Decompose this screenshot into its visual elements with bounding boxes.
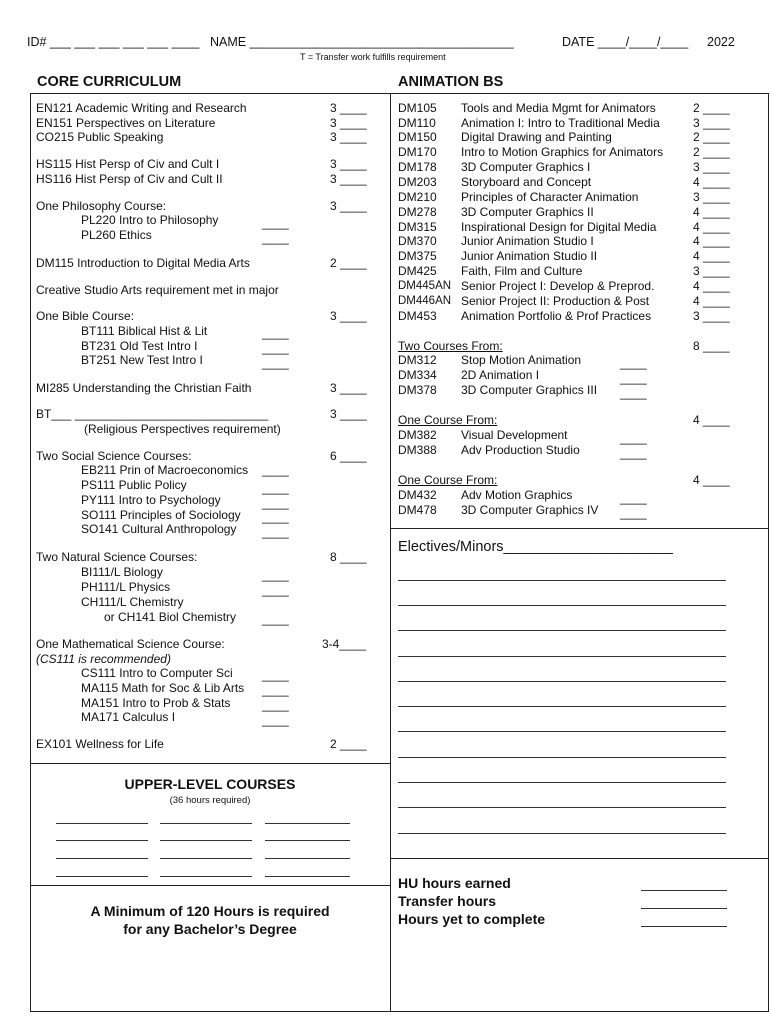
hours-blank[interactable]: 3 ____ xyxy=(330,381,367,395)
choice-blank[interactable]: ____ xyxy=(262,510,289,524)
hours-blank[interactable]: 3 ____ xyxy=(693,160,730,174)
minimum-hours-line2: for any Bachelor’s Degree xyxy=(123,921,297,937)
list-item: MA171 Calculus I xyxy=(81,710,176,724)
date-field-label: DATE ____/____/____ xyxy=(562,35,689,49)
hours-blank[interactable]: 4 ____ xyxy=(693,175,730,189)
list-item: HS115 Hist Persp of Civ and Cult I xyxy=(36,157,220,171)
hours-blank[interactable]: 4 ____ xyxy=(693,234,730,248)
list-item: BT251 New Test Intro I xyxy=(81,353,203,367)
course-name: Faith, Film and Culture xyxy=(461,264,583,278)
course-name: Intro to Motion Graphics for Animators xyxy=(461,145,664,159)
transfer-hours-field[interactable] xyxy=(641,908,727,909)
hours-blank[interactable]: 4 ____ xyxy=(693,294,730,308)
animation-bs-title: ANIMATION BS xyxy=(398,74,504,90)
hu-hours-earned-label: HU hours earned xyxy=(398,875,511,891)
course-code: DM388 xyxy=(398,443,437,457)
blank-line[interactable] xyxy=(398,782,726,783)
list-item: CS111 Intro to Computer Sci xyxy=(81,666,233,680)
course-code: DM445AN xyxy=(398,280,452,292)
electives-bottom-divider xyxy=(390,858,769,859)
course-name: 2D Animation I xyxy=(461,368,540,382)
hours-blank[interactable]: 2 ____ xyxy=(693,145,730,159)
course-code: DM382 xyxy=(398,428,437,442)
course-name: 3D Computer Graphics III xyxy=(461,383,598,397)
course-name: 3D Computer Graphics I xyxy=(461,160,591,174)
hu-hours-earned-field[interactable] xyxy=(641,890,727,891)
choice-blank[interactable]: ____ xyxy=(262,496,289,510)
hours-blank[interactable]: 3 ____ xyxy=(330,309,367,323)
core-bottom-divider xyxy=(30,763,390,764)
list-item: One Mathematical Science Course: xyxy=(36,637,225,651)
course-name: Visual Development xyxy=(461,428,568,442)
blank-line[interactable] xyxy=(56,840,148,841)
hours-blank[interactable]: 4 ____ xyxy=(693,220,730,234)
center-divider xyxy=(390,93,391,1012)
choice-blank[interactable]: ____ xyxy=(620,371,647,385)
list-item: BT___ _____________________________ xyxy=(36,407,269,421)
course-code: DM178 xyxy=(398,160,437,174)
choice-blank[interactable]: ____ xyxy=(262,713,289,727)
list-item: MI285 Understanding the Christian Faith xyxy=(36,381,252,395)
choice-blank[interactable]: ____ xyxy=(620,386,647,400)
list-item: BI111/L Biology xyxy=(81,565,163,579)
hours-blank[interactable]: 6 ____ xyxy=(330,449,367,463)
hours-blank[interactable]: 3 ____ xyxy=(330,116,367,130)
blank-line[interactable] xyxy=(56,858,148,859)
blank-line[interactable] xyxy=(160,823,252,824)
choice-blank[interactable]: ____ xyxy=(620,356,647,370)
group-heading: Two Courses From: xyxy=(398,339,503,353)
choice-blank[interactable]: ____ xyxy=(262,668,289,682)
course-name: 3D Computer Graphics II xyxy=(461,205,594,219)
course-code: DM453 xyxy=(398,309,437,323)
id-field-label: ID# ___ ___ ___ ___ ___ ____ xyxy=(27,35,200,49)
minimum-hours-line1: A Minimum of 120 Hours is required xyxy=(90,903,330,919)
course-name: Junior Animation Studio I xyxy=(461,234,594,248)
blank-line[interactable] xyxy=(398,656,726,657)
course-name: Stop Motion Animation xyxy=(461,353,582,367)
list-item: BT231 Old Test Intro I xyxy=(81,339,198,353)
blank-line[interactable] xyxy=(398,706,726,707)
choice-blank[interactable]: ____ xyxy=(262,583,289,597)
upper-level-title: UPPER-LEVEL COURSES xyxy=(124,776,296,792)
course-code: DM210 xyxy=(398,190,437,204)
choice-blank[interactable]: ____ xyxy=(620,491,647,505)
hours-yet-to-complete-field[interactable] xyxy=(641,926,727,927)
hours-yet-to-complete-label: Hours yet to complete xyxy=(398,911,546,927)
choice-blank[interactable]: ____ xyxy=(620,506,647,520)
course-name: Inspirational Design for Digital Media xyxy=(461,220,657,234)
course-code: DM370 xyxy=(398,234,437,248)
hours-blank[interactable]: 3-4____ xyxy=(322,637,367,651)
course-code: DM278 xyxy=(398,205,437,219)
course-code: DM432 xyxy=(398,488,437,502)
course-name: Animation Portfolio & Prof Practices xyxy=(461,309,652,323)
list-item: PH111/L Physics xyxy=(81,580,171,594)
hours-blank[interactable]: 3 ____ xyxy=(330,101,367,115)
list-item: or CH141 Biol Chemistry xyxy=(104,610,237,624)
list-item: MA151 Intro to Prob & Stats xyxy=(81,696,231,710)
course-name: Tools and Media Mgmt for Animators xyxy=(461,101,656,115)
hours-blank[interactable]: 3 ____ xyxy=(330,130,367,144)
group-heading: One Course From: xyxy=(398,473,498,487)
list-item: CH111/L Chemistry xyxy=(81,595,184,609)
list-item: SO111 Principles of Sociology xyxy=(81,508,241,522)
list-item: (CS111 is recommended) xyxy=(36,652,171,666)
course-code: DM105 xyxy=(398,101,437,115)
choice-blank[interactable]: ____ xyxy=(262,216,289,230)
hours-blank[interactable]: 3 ____ xyxy=(330,172,367,186)
list-item: Two Natural Science Courses: xyxy=(36,550,198,564)
course-code: DM446AN xyxy=(398,295,452,307)
blank-line[interactable] xyxy=(56,876,148,877)
list-item: MA115 Math for Soc & Lib Arts xyxy=(81,681,245,695)
blank-line[interactable] xyxy=(398,807,726,808)
choice-blank[interactable]: ____ xyxy=(262,463,289,477)
choice-blank[interactable]: ____ xyxy=(262,568,289,582)
choice-blank[interactable]: ____ xyxy=(620,446,647,460)
blank-line[interactable] xyxy=(398,580,726,581)
choice-blank[interactable]: ____ xyxy=(620,431,647,445)
hours-blank[interactable]: 3 ____ xyxy=(330,407,367,421)
list-item: DM115 Introduction to Digital Media Arts xyxy=(36,256,250,270)
list-item: PY111 Intro to Psychology xyxy=(81,493,221,507)
list-item: BT111 Biblical Hist & Lit xyxy=(81,324,208,338)
course-code: DM378 xyxy=(398,383,437,397)
course-code: DM334 xyxy=(398,368,437,382)
transfer-hours-label: Transfer hours xyxy=(398,893,497,909)
core-curriculum-title: CORE CURRICULUM xyxy=(37,74,182,90)
hours-blank[interactable]: 4 ____ xyxy=(693,413,730,427)
hours-blank[interactable]: 3 ____ xyxy=(693,116,730,130)
blank-line[interactable] xyxy=(160,858,252,859)
hours-blank[interactable]: 3 ____ xyxy=(693,309,730,323)
blank-line[interactable] xyxy=(265,858,350,859)
hours-blank[interactable]: 3 ____ xyxy=(693,264,730,278)
upper-bottom-divider xyxy=(30,885,390,886)
course-code: DM150 xyxy=(398,130,437,144)
electives-minors-title: Electives/Minors_____________________ xyxy=(398,539,673,555)
major-bottom-divider xyxy=(390,528,769,529)
hours-blank[interactable]: 2 ____ xyxy=(330,256,367,270)
choice-blank[interactable]: ____ xyxy=(262,326,289,340)
course-name: Senior Project II: Production & Post xyxy=(461,294,650,308)
blank-line[interactable] xyxy=(160,876,252,877)
blank-line[interactable] xyxy=(398,731,726,732)
course-code: DM375 xyxy=(398,249,437,263)
choice-blank[interactable]: ____ xyxy=(262,341,289,355)
blank-line[interactable] xyxy=(398,757,726,758)
list-item: PL220 Intro to Philosophy xyxy=(81,213,219,227)
blank-line[interactable] xyxy=(160,840,252,841)
course-name: 3D Computer Graphics IV xyxy=(461,503,599,517)
choice-blank[interactable]: ____ xyxy=(262,698,289,712)
hours-blank[interactable]: 8 ____ xyxy=(330,550,367,564)
list-item: HS116 Hist Persp of Civ and Cult II xyxy=(36,172,223,186)
group-heading: One Course From: xyxy=(398,413,498,427)
choice-blank[interactable]: ____ xyxy=(262,231,289,245)
choice-blank[interactable]: ____ xyxy=(262,525,289,539)
list-item: PL260 Ethics xyxy=(81,228,152,242)
course-name: Junior Animation Studio II xyxy=(461,249,598,263)
choice-blank[interactable]: ____ xyxy=(262,612,289,626)
list-item: (Religious Perspectives requirement) xyxy=(84,422,281,436)
list-item: SO141 Cultural Anthropology xyxy=(81,522,237,536)
list-item: EX101 Wellness for Life xyxy=(36,737,164,751)
name-field-label: NAME ______________________________________ xyxy=(210,35,514,49)
list-item: Two Social Science Courses: xyxy=(36,449,192,463)
course-code: DM203 xyxy=(398,175,437,189)
blank-line[interactable] xyxy=(56,823,148,824)
hours-blank[interactable]: 8 ____ xyxy=(693,339,730,353)
course-name: Animation I: Intro to Traditional Media xyxy=(461,116,660,130)
hours-blank[interactable]: 3 ____ xyxy=(330,199,367,213)
course-code: DM478 xyxy=(398,503,437,517)
blank-line[interactable] xyxy=(398,605,726,606)
course-code: DM110 xyxy=(398,116,436,130)
hours-blank[interactable]: 4 ____ xyxy=(693,249,730,263)
list-item: One Bible Course: xyxy=(36,309,135,323)
choice-blank[interactable]: ____ xyxy=(262,481,289,495)
list-item: Creative Studio Arts requirement met in major xyxy=(36,283,279,297)
course-code: DM315 xyxy=(398,220,437,234)
upper-level-subtitle: (36 hours required) xyxy=(169,795,251,806)
choice-blank[interactable]: ____ xyxy=(262,356,289,370)
list-item: EN151 Perspectives on Literature xyxy=(36,116,216,130)
list-item: PS111 Public Policy xyxy=(81,478,187,492)
course-name: Principles of Character Animation xyxy=(461,190,639,204)
hours-blank[interactable]: 3 ____ xyxy=(330,157,367,171)
blank-line[interactable] xyxy=(398,833,726,834)
list-item: CO215 Public Speaking xyxy=(36,130,164,144)
list-item: EB211 Prin of Macroeconomics xyxy=(81,463,249,477)
course-code: DM170 xyxy=(398,145,437,159)
blank-line[interactable] xyxy=(398,681,726,682)
blank-line[interactable] xyxy=(265,823,350,824)
course-name: Digital Drawing and Painting xyxy=(461,130,612,144)
course-code: DM312 xyxy=(398,353,437,367)
blank-line[interactable] xyxy=(398,630,726,631)
choice-blank[interactable]: ____ xyxy=(262,683,289,697)
transfer-note: T = Transfer work fulfills requirement xyxy=(300,52,446,62)
hours-blank[interactable]: 4 ____ xyxy=(693,279,730,293)
hours-blank[interactable]: 2 ____ xyxy=(330,737,367,751)
hours-blank[interactable]: 2 ____ xyxy=(693,101,730,115)
year-label: 2022 xyxy=(707,35,735,49)
course-name: Adv Production Studio xyxy=(461,443,580,457)
list-item: One Philosophy Course: xyxy=(36,199,167,213)
blank-line[interactable] xyxy=(265,840,350,841)
hours-blank[interactable]: 4 ____ xyxy=(693,473,730,487)
course-name: Senior Project I: Develop & Preprod. xyxy=(461,279,655,293)
hours-blank[interactable]: 2 ____ xyxy=(693,130,730,144)
hours-blank[interactable]: 4 ____ xyxy=(693,205,730,219)
course-name: Storyboard and Concept xyxy=(461,175,592,189)
course-name: Adv Motion Graphics xyxy=(461,488,573,502)
list-item: EN121 Academic Writing and Research xyxy=(36,101,247,115)
hours-blank[interactable]: 3 ____ xyxy=(693,190,730,204)
course-code: DM425 xyxy=(398,264,437,278)
blank-line[interactable] xyxy=(265,876,350,877)
